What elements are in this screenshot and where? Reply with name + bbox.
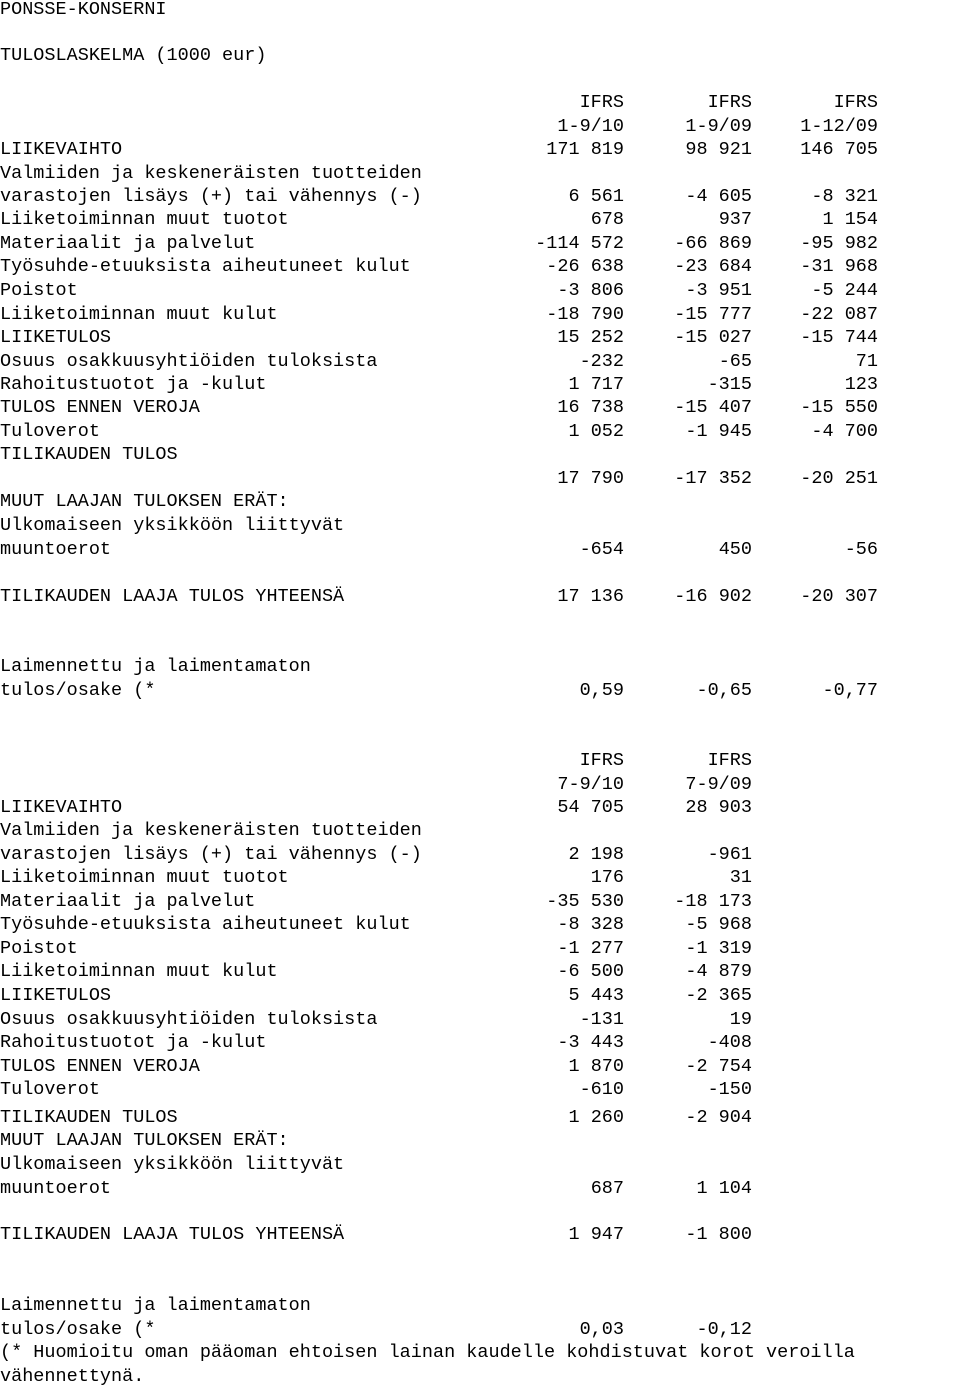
- row-label: TULOS ENNEN VEROJA: [0, 1056, 200, 1077]
- column-header-row: [0, 773, 960, 797]
- statement-row: [0, 185, 960, 209]
- row-value: 31: [729, 867, 752, 888]
- row-label: LIIKEVAIHTO: [0, 797, 123, 818]
- row-label: TILIKAUDEN LAAJA TULOS YHTEENSÄ: [0, 586, 345, 607]
- row-value: 0,03: [579, 1319, 624, 1340]
- row-label: muuntoerot: [0, 1178, 112, 1199]
- statement-row: [0, 1106, 960, 1130]
- statement-row: [0, 1031, 960, 1055]
- statement-row: [0, 279, 960, 303]
- row-value: -26 638: [546, 256, 624, 277]
- column-header-row: [0, 749, 960, 773]
- statement-row: [0, 1223, 960, 1247]
- row-value: -114 572: [535, 233, 624, 254]
- row-value: 28 903: [685, 797, 752, 818]
- row-label: Valmiiden ja keskeneräisten tuotteiden: [0, 820, 422, 841]
- row-label: Tuloverot: [0, 421, 100, 442]
- row-value: 1 104: [696, 1178, 752, 1199]
- statement-row: [0, 866, 960, 890]
- row-value: 19: [729, 1009, 752, 1030]
- row-value: -2 904: [685, 1107, 752, 1128]
- row-label: varastojen lisäys (+) tai vähennys (-): [0, 844, 422, 865]
- row-label: tulos/osake (*: [0, 680, 156, 701]
- statement-row: [0, 208, 960, 232]
- row-value: 678: [590, 209, 624, 230]
- statement-row: [0, 467, 960, 491]
- row-value: -23 684: [674, 256, 752, 277]
- row-label: varastojen lisäys (+) tai vähennys (-): [0, 186, 422, 207]
- row-value: -15 777: [674, 304, 752, 325]
- row-value: -20 251: [800, 468, 878, 489]
- row-value: 1 947: [568, 1224, 624, 1245]
- statement-row: [0, 232, 960, 256]
- row-value: -408: [707, 1032, 752, 1053]
- row-label: Osuus osakkuusyhtiöiden tuloksista: [0, 1009, 378, 1030]
- row-label: tulos/osake (*: [0, 1319, 156, 1340]
- statement-row: [0, 1055, 960, 1079]
- row-value: 2 198: [568, 844, 624, 865]
- row-value: -35 530: [546, 891, 624, 912]
- row-value: 17 136: [557, 586, 624, 607]
- row-value: 54 705: [557, 797, 624, 818]
- row-value: -0,65: [696, 680, 752, 701]
- row-value: 1 154: [822, 209, 878, 230]
- row-value: -610: [579, 1079, 624, 1100]
- row-value: -961: [707, 844, 752, 865]
- row-value: -6 500: [557, 961, 624, 982]
- column-header: IFRS: [579, 750, 624, 771]
- row-label: Poistot: [0, 938, 78, 959]
- statement-row: [0, 1153, 960, 1177]
- row-label: Työsuhde-etuuksista aiheutuneet kulut: [0, 256, 411, 277]
- footnote-line-1: (* Huomioitu oman pääoman ehtoisen lainan kaudelle kohdistuvat korot veroilla: [0, 1342, 855, 1363]
- column-header-row: [0, 91, 960, 115]
- statement-row: [0, 1078, 960, 1102]
- row-value: 6 561: [568, 186, 624, 207]
- row-label: LIIKETULOS: [0, 985, 112, 1006]
- row-label: MUUT LAAJAN TULOKSEN ERÄT:: [0, 1130, 289, 1151]
- column-header: IFRS: [707, 92, 752, 113]
- row-value: 1 052: [568, 421, 624, 442]
- statement-row: [0, 937, 960, 961]
- column-header: IFRS: [579, 92, 624, 113]
- statement-row: [0, 960, 960, 984]
- row-value: 0,59: [579, 680, 624, 701]
- statement-row: [0, 420, 960, 444]
- row-value: 5 443: [568, 985, 624, 1006]
- row-value: -4 700: [811, 421, 878, 442]
- statement-row: [0, 326, 960, 350]
- statement-row: [0, 1318, 960, 1342]
- statement-row: [0, 655, 960, 679]
- row-label: Rahoitustuotot ja -kulut: [0, 1032, 267, 1053]
- row-value: -5 244: [811, 280, 878, 301]
- statement-row: [0, 538, 960, 562]
- row-value: -66 869: [674, 233, 752, 254]
- row-value: -0,12: [696, 1319, 752, 1340]
- row-value: -3 806: [557, 280, 624, 301]
- statement-row: [0, 490, 960, 514]
- statement-row: [0, 819, 960, 843]
- row-value: -1 945: [685, 421, 752, 442]
- row-value: -150: [707, 1079, 752, 1100]
- row-label: Rahoitustuotot ja -kulut: [0, 374, 267, 395]
- row-label: TILIKAUDEN LAAJA TULOS YHTEENSÄ: [0, 1224, 345, 1245]
- row-value: 176: [590, 867, 624, 888]
- statement-row: [0, 984, 960, 1008]
- statement-row: [0, 350, 960, 374]
- statement-row: [0, 843, 960, 867]
- company-name: PONSSE-KONSERNI: [0, 0, 167, 20]
- row-value: 17 790: [557, 468, 624, 489]
- row-value: -131: [579, 1009, 624, 1030]
- row-label: TILIKAUDEN TULOS: [0, 444, 178, 465]
- row-value: 123: [844, 374, 878, 395]
- column-header: 1-12/09: [800, 116, 878, 137]
- statement-row: [0, 913, 960, 937]
- column-header: 7-9/09: [685, 774, 752, 795]
- row-label: LIIKEVAIHTO: [0, 139, 123, 160]
- row-value: -17 352: [674, 468, 752, 489]
- row-value: -56: [844, 539, 878, 560]
- row-value: 450: [718, 539, 752, 560]
- row-label: Materiaalit ja palvelut: [0, 891, 256, 912]
- row-value: -5 968: [685, 914, 752, 935]
- row-value: 687: [590, 1178, 624, 1199]
- row-label: Laimennettu ja laimentamaton: [0, 656, 311, 677]
- statement-row: [0, 890, 960, 914]
- row-value: -18 790: [546, 304, 624, 325]
- row-value: -15 744: [800, 327, 878, 348]
- row-value: 937: [718, 209, 752, 230]
- statement-row: [0, 303, 960, 327]
- statement-row: [0, 443, 960, 467]
- row-label: Liiketoiminnan muut kulut: [0, 304, 278, 325]
- statement-row: [0, 585, 960, 609]
- row-value: -654: [579, 539, 624, 560]
- column-header: 7-9/10: [557, 774, 624, 795]
- row-value: -1 277: [557, 938, 624, 959]
- statement-row: [0, 255, 960, 279]
- row-value: -232: [579, 351, 624, 372]
- row-value: -8 328: [557, 914, 624, 935]
- row-value: -3 443: [557, 1032, 624, 1053]
- column-header: 1-9/10: [557, 116, 624, 137]
- row-label: TILIKAUDEN TULOS: [0, 1107, 178, 1128]
- row-label: muuntoerot: [0, 539, 112, 560]
- row-value: -1 800: [685, 1224, 752, 1245]
- statement-row: [0, 373, 960, 397]
- row-value: -2 754: [685, 1056, 752, 1077]
- row-value: -15 407: [674, 397, 752, 418]
- row-value: -0,77: [822, 680, 878, 701]
- row-value: -2 365: [685, 985, 752, 1006]
- row-value: 71: [855, 351, 878, 372]
- statement-row: [0, 796, 960, 820]
- statement-row: [0, 162, 960, 186]
- row-label: Liiketoiminnan muut tuotot: [0, 209, 289, 230]
- column-header-row: [0, 115, 960, 139]
- row-label: LIIKETULOS: [0, 327, 112, 348]
- row-value: -4 879: [685, 961, 752, 982]
- row-label: Osuus osakkuusyhtiöiden tuloksista: [0, 351, 378, 372]
- column-header: 1-9/09: [685, 116, 752, 137]
- footnote-line-2: vähennettynä.: [0, 1366, 145, 1387]
- row-label: Materiaalit ja palvelut: [0, 233, 256, 254]
- row-value: 1 717: [568, 374, 624, 395]
- statement-row: [0, 138, 960, 162]
- row-value: 146 705: [800, 139, 878, 160]
- row-label: Valmiiden ja keskeneräisten tuotteiden: [0, 163, 422, 184]
- row-value: -31 968: [800, 256, 878, 277]
- row-value: 98 921: [685, 139, 752, 160]
- statement-row: [0, 514, 960, 538]
- row-label: TULOS ENNEN VEROJA: [0, 397, 200, 418]
- row-label: Liiketoiminnan muut kulut: [0, 961, 278, 982]
- row-label: Ulkomaiseen yksikköön liittyvät: [0, 515, 345, 536]
- statement-row: [0, 1008, 960, 1032]
- row-value: -4 605: [685, 186, 752, 207]
- row-value: -3 951: [685, 280, 752, 301]
- row-label: Ulkomaiseen yksikköön liittyvät: [0, 1154, 345, 1175]
- row-value: -22 087: [800, 304, 878, 325]
- statement-row: [0, 1294, 960, 1318]
- row-value: -20 307: [800, 586, 878, 607]
- row-value: -315: [707, 374, 752, 395]
- row-value: -95 982: [800, 233, 878, 254]
- statement-row: [0, 396, 960, 420]
- statement-row: [0, 1177, 960, 1201]
- row-value: -18 173: [674, 891, 752, 912]
- row-value: 15 252: [557, 327, 624, 348]
- row-label: Poistot: [0, 280, 78, 301]
- column-header: IFRS: [833, 92, 878, 113]
- column-header: IFRS: [707, 750, 752, 771]
- row-label: Laimennettu ja laimentamaton: [0, 1295, 311, 1316]
- row-label: Tuloverot: [0, 1079, 100, 1100]
- row-value: 16 738: [557, 397, 624, 418]
- row-value: -16 902: [674, 586, 752, 607]
- row-label: Liiketoiminnan muut tuotot: [0, 867, 289, 888]
- row-value: 1 870: [568, 1056, 624, 1077]
- statement-row: [0, 679, 960, 703]
- row-value: 171 819: [546, 139, 624, 160]
- row-value: 1 260: [568, 1107, 624, 1128]
- row-value: -15 027: [674, 327, 752, 348]
- row-value: -65: [718, 351, 752, 372]
- statement-row: [0, 1129, 960, 1153]
- statement-title: TULOSLASKELMA (1000 eur): [0, 45, 267, 66]
- row-value: -15 550: [800, 397, 878, 418]
- row-value: -8 321: [811, 186, 878, 207]
- row-label: MUUT LAAJAN TULOKSEN ERÄT:: [0, 491, 289, 512]
- row-label: Työsuhde-etuuksista aiheutuneet kulut: [0, 914, 411, 935]
- row-value: -1 319: [685, 938, 752, 959]
